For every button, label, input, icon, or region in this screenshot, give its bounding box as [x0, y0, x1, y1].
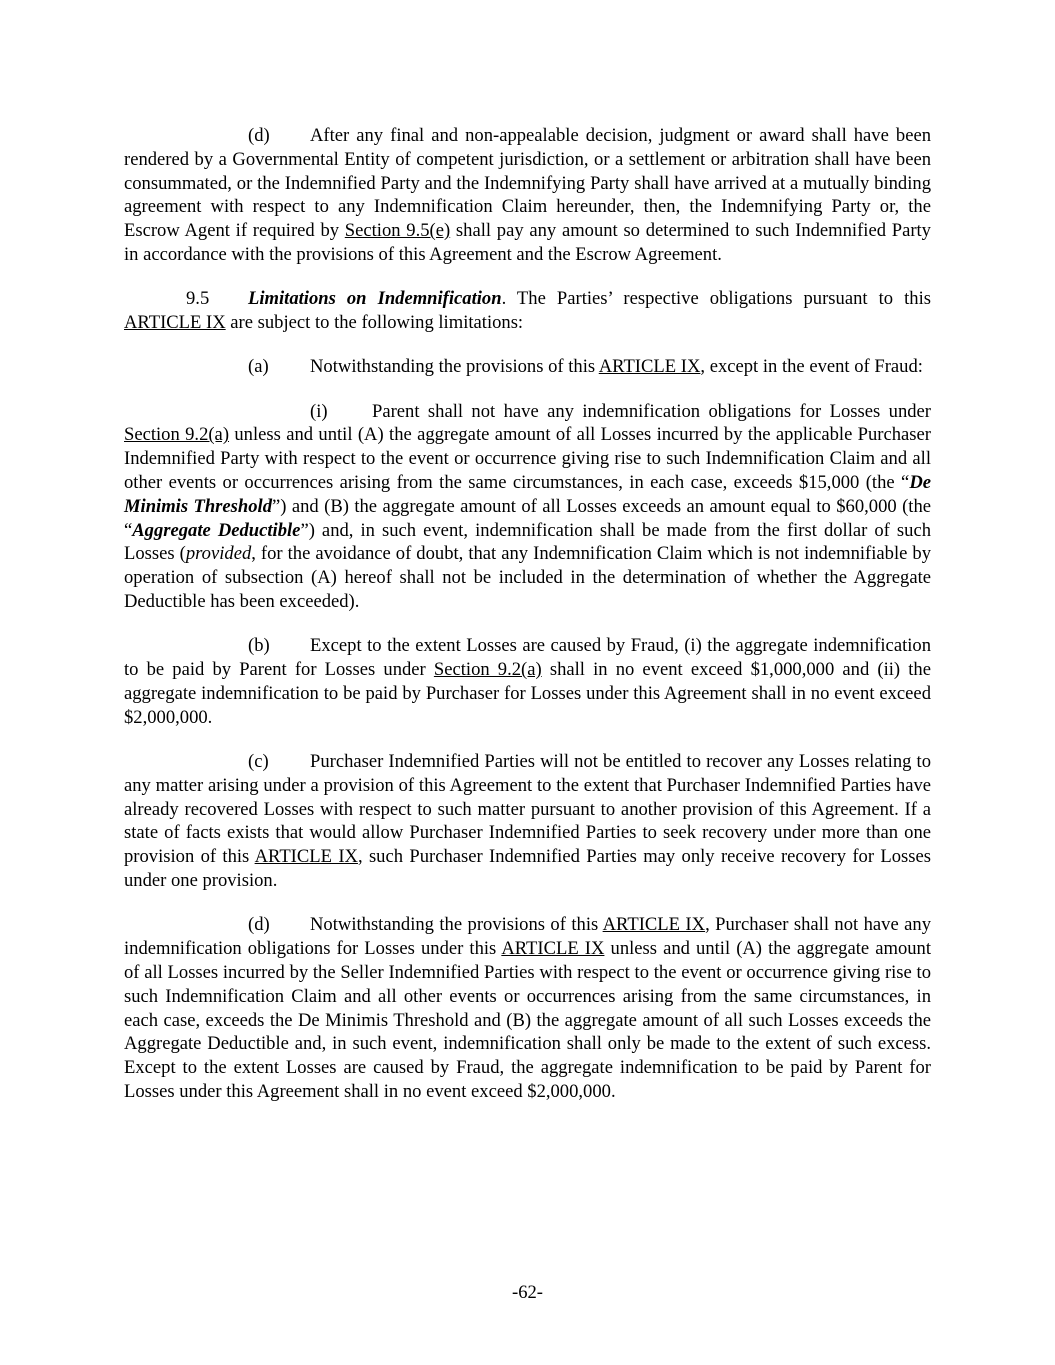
- cross-reference-link[interactable]: Section 9.2(a): [433, 659, 542, 681]
- section-heading: Limitations on Indemnification: [248, 288, 502, 310]
- defined-term: De Minimis Threshold: [124, 472, 931, 517]
- section-9-5-intro: 9.5 Limitations on Indemnification. The Parties’ respective obligations pursuant to this ARTICLE IX are subject to the following limitations:: [124, 288, 931, 334]
- paragraph-i: (i) Parent shall not have any indemnification obligations for Losses under Section 9.2(a) unless and until (A) the aggregate amount of all Losses incurred by the applicable Purchaser Indemnified Party with respect to the event or occurrence giving rise to such Indemnification Claim and all other events or occurrences arising from the same circumstances, in each case, exceeds $15,000 (the “De Minimis Threshold”) and (B) the aggregate amount of all Losses exceeds an amount equal to $60,000 (the “Aggregate Deductible”) and, in such event, indemnification shall be made from the first dollar of such Losses (provided, for the avoidance of doubt, that any Indemnification Claim which is not indemnifiable by operation of subsection (A) hereof shall not be included in the determination of whether the Aggregate Deductible has been exceeded).: [124, 400, 931, 613]
- paragraph-d-limitation: (d) Notwithstanding the provisions of this ARTICLE IX, Purchaser shall not have any indemnification obligations for Losses under this ARTICLE IX unless and until (A) the aggregate amount of all Losses incurred by the Seller Indemnified Parties with respect to the event or occurrence giving rise to such Indemnification Claim and all other events or occurrences arising from the same circumstances, in each case, exceeds the De Minimis Threshold and (B) the aggregate amount of all such Losses exceeds the Aggregate Deductible and, in such event, indemnification shall only be made to the extent of such excess. Except to the extent Losses are caused by Fraud, the aggregate indemnification to be paid by Parent for Losses under this Agreement shall in no event exceed $2,000,000.: [124, 914, 931, 1102]
- document-page: [124, 124, 931, 1104]
- page-number: -62-: [512, 1282, 543, 1303]
- paragraph-d-payment: (d) After any final and non-appealable decision, judgment or award shall have been rendered by a Governmental Entity of competent jurisdiction, or a settlement or arbitration shall have been consummated, or the Indemnified Party and the Indemnifying Party shall have arrived at a mutually binding agreement with respect to any Indemnification Claim hereunder, then, the Indemnifying Party or, the Escrow Agent if required by Section 9.5(e) shall pay any amount so determined to such Indemnified Party in accordance with the provisions of this Agreement and the Escrow Agreement.: [124, 125, 931, 265]
- paragraph-a: (a) Notwithstanding the provisions of this ARTICLE IX, except in the event of Fraud:: [248, 356, 923, 378]
- section-number: 9.5: [186, 288, 210, 310]
- cross-reference-link[interactable]: ARTICLE IX: [602, 914, 706, 936]
- cross-reference-link[interactable]: Section 9.2(a): [124, 424, 230, 446]
- paragraph-label: (b): [248, 635, 270, 657]
- paragraph-b: (b) Except to the extent Losses are caused by Fraud, (i) the aggregate indemnification to be paid by Parent for Losses under Section 9.2(a) shall in no event exceed $1,000,000 and (ii) the aggregate indemnification to be paid by Purchaser for Losses under this Agreement shall in no event exceed $2,000,000.: [124, 635, 931, 728]
- cross-reference-link[interactable]: ARTICLE IX: [598, 356, 701, 378]
- paragraph-label: (c): [248, 751, 269, 773]
- paragraph-label: (i): [310, 400, 328, 422]
- defined-term: Aggregate Deductible: [132, 519, 301, 541]
- paragraph-label: (d): [248, 125, 270, 146]
- paragraph-label: (d): [248, 914, 270, 936]
- cross-reference-link[interactable]: Section 9.5(e): [344, 220, 451, 242]
- cross-reference-link[interactable]: ARTICLE IX: [124, 312, 226, 334]
- cross-reference-link[interactable]: ARTICLE IX: [501, 938, 605, 960]
- italic-term: provided: [185, 543, 252, 565]
- paragraph-label: (a): [248, 356, 269, 378]
- paragraph-c: (c) Purchaser Indemnified Parties will not be entitled to recover any Losses relating to any matter arising under a provision of this Agreement to the extent that Purchaser Indemnified Parties have already recovered Losses with respect to such matter pursuant to another provision of this Agreement. If a state of facts exists that would allow Purchaser Indemnified Parties to seek recovery under more than one provision of this ARTICLE IX, such Purchaser Indemnified Parties may only receive recovery for Losses under one provision.: [124, 751, 931, 892]
- cross-reference-link[interactable]: ARTICLE IX: [254, 846, 358, 868]
